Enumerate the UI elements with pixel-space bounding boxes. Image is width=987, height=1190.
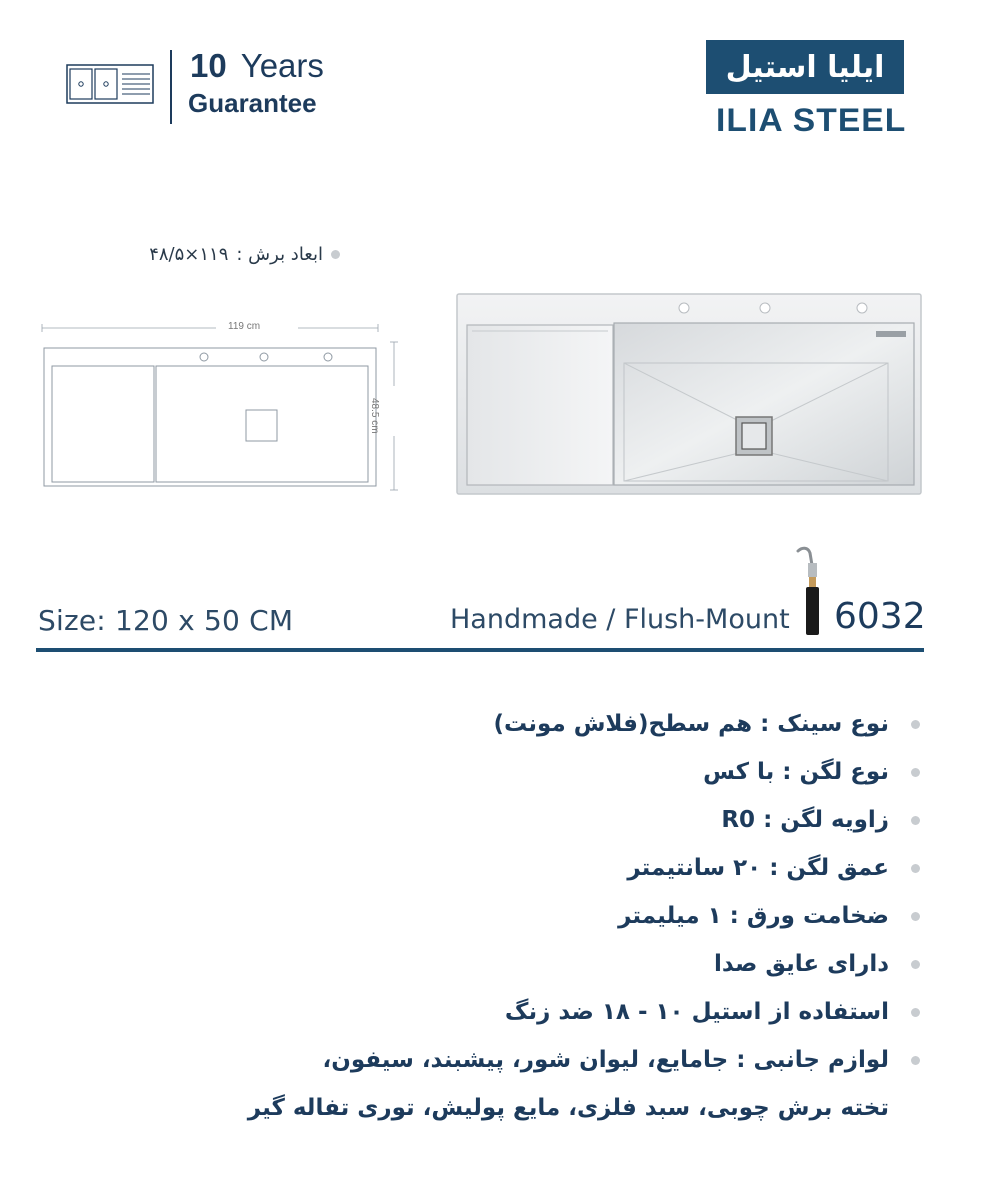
spec-item-sheet-thickness [200,892,920,940]
double-sink-icon [66,64,154,104]
guarantee-number: 10 [190,47,227,84]
spec-text: نوع لگن : با کس [703,759,889,785]
spec-item-bowl-depth [200,844,920,892]
guarantee-unit: Years [240,47,324,84]
cut-size-row [80,240,340,268]
spec-text: دارای عایق صدا [713,951,889,977]
spec-item-bowl-type [200,748,920,796]
bullet-icon [911,768,920,777]
bullet-icon [911,1008,920,1017]
product-size: Size: 120 x 50 CM [38,604,294,637]
sink-product-image [456,293,922,495]
cut-size-value: ۱۱۹×۴۸/۵ [149,243,229,265]
soap-dispenser-icon [790,545,832,637]
drawing-width-label: 119 cm [228,321,261,332]
bullet-icon [911,816,920,825]
spec-text: نوع سینک : هم سطح(فلاش مونت) [493,711,889,737]
guarantee-years [190,47,324,85]
spec-item-steel-grade [200,988,920,1036]
bullet-icon [911,912,920,921]
spec-accessories-line-1: لوازم جانبی : جامایع، لیوان شور، پیشبند، سیفون، [322,1047,889,1073]
section-divider [36,648,924,652]
product-type: Handmade / Flush-Mount [450,604,790,635]
specs-list [200,700,920,1132]
guarantee-label: Guarantee [188,88,317,118]
spec-accessories-line-2: تخته برش چوبی، سبد فلزی، مایع پولیش، توری تفاله گیر [247,1095,889,1121]
bullet-icon [911,960,920,969]
cut-size-label: ابعاد برش : [236,243,323,265]
technical-drawing [36,318,406,498]
bullet-icon [911,1056,920,1065]
brand-logo-latin: ILIA STEEL [716,102,907,138]
spec-text: زاویه لگن : R0 [721,807,889,833]
bullet-icon [911,720,920,729]
bullet-icon [331,250,340,259]
model-number: 6032 [834,596,926,637]
spec-item-bowl-angle [200,796,920,844]
spec-item-accessories [200,1036,920,1132]
brand-logo-persian: ایلیا استیل [706,40,904,94]
spec-text: عمق لگن : ۲۰ سانتیمتر [627,855,889,881]
spec-text: استفاده از استیل ۱۰ - ۱۸ ضد زنگ [504,999,889,1025]
drawing-height-label: 48.5 cm [369,398,380,434]
spec-item-sound-insulation [200,940,920,988]
spec-text [248,1036,889,1132]
spec-text: ضخامت ورق : ۱ میلیمتر [618,903,889,929]
bullet-icon [911,864,920,873]
header-divider [170,50,172,124]
spec-item-sink-type [200,700,920,748]
